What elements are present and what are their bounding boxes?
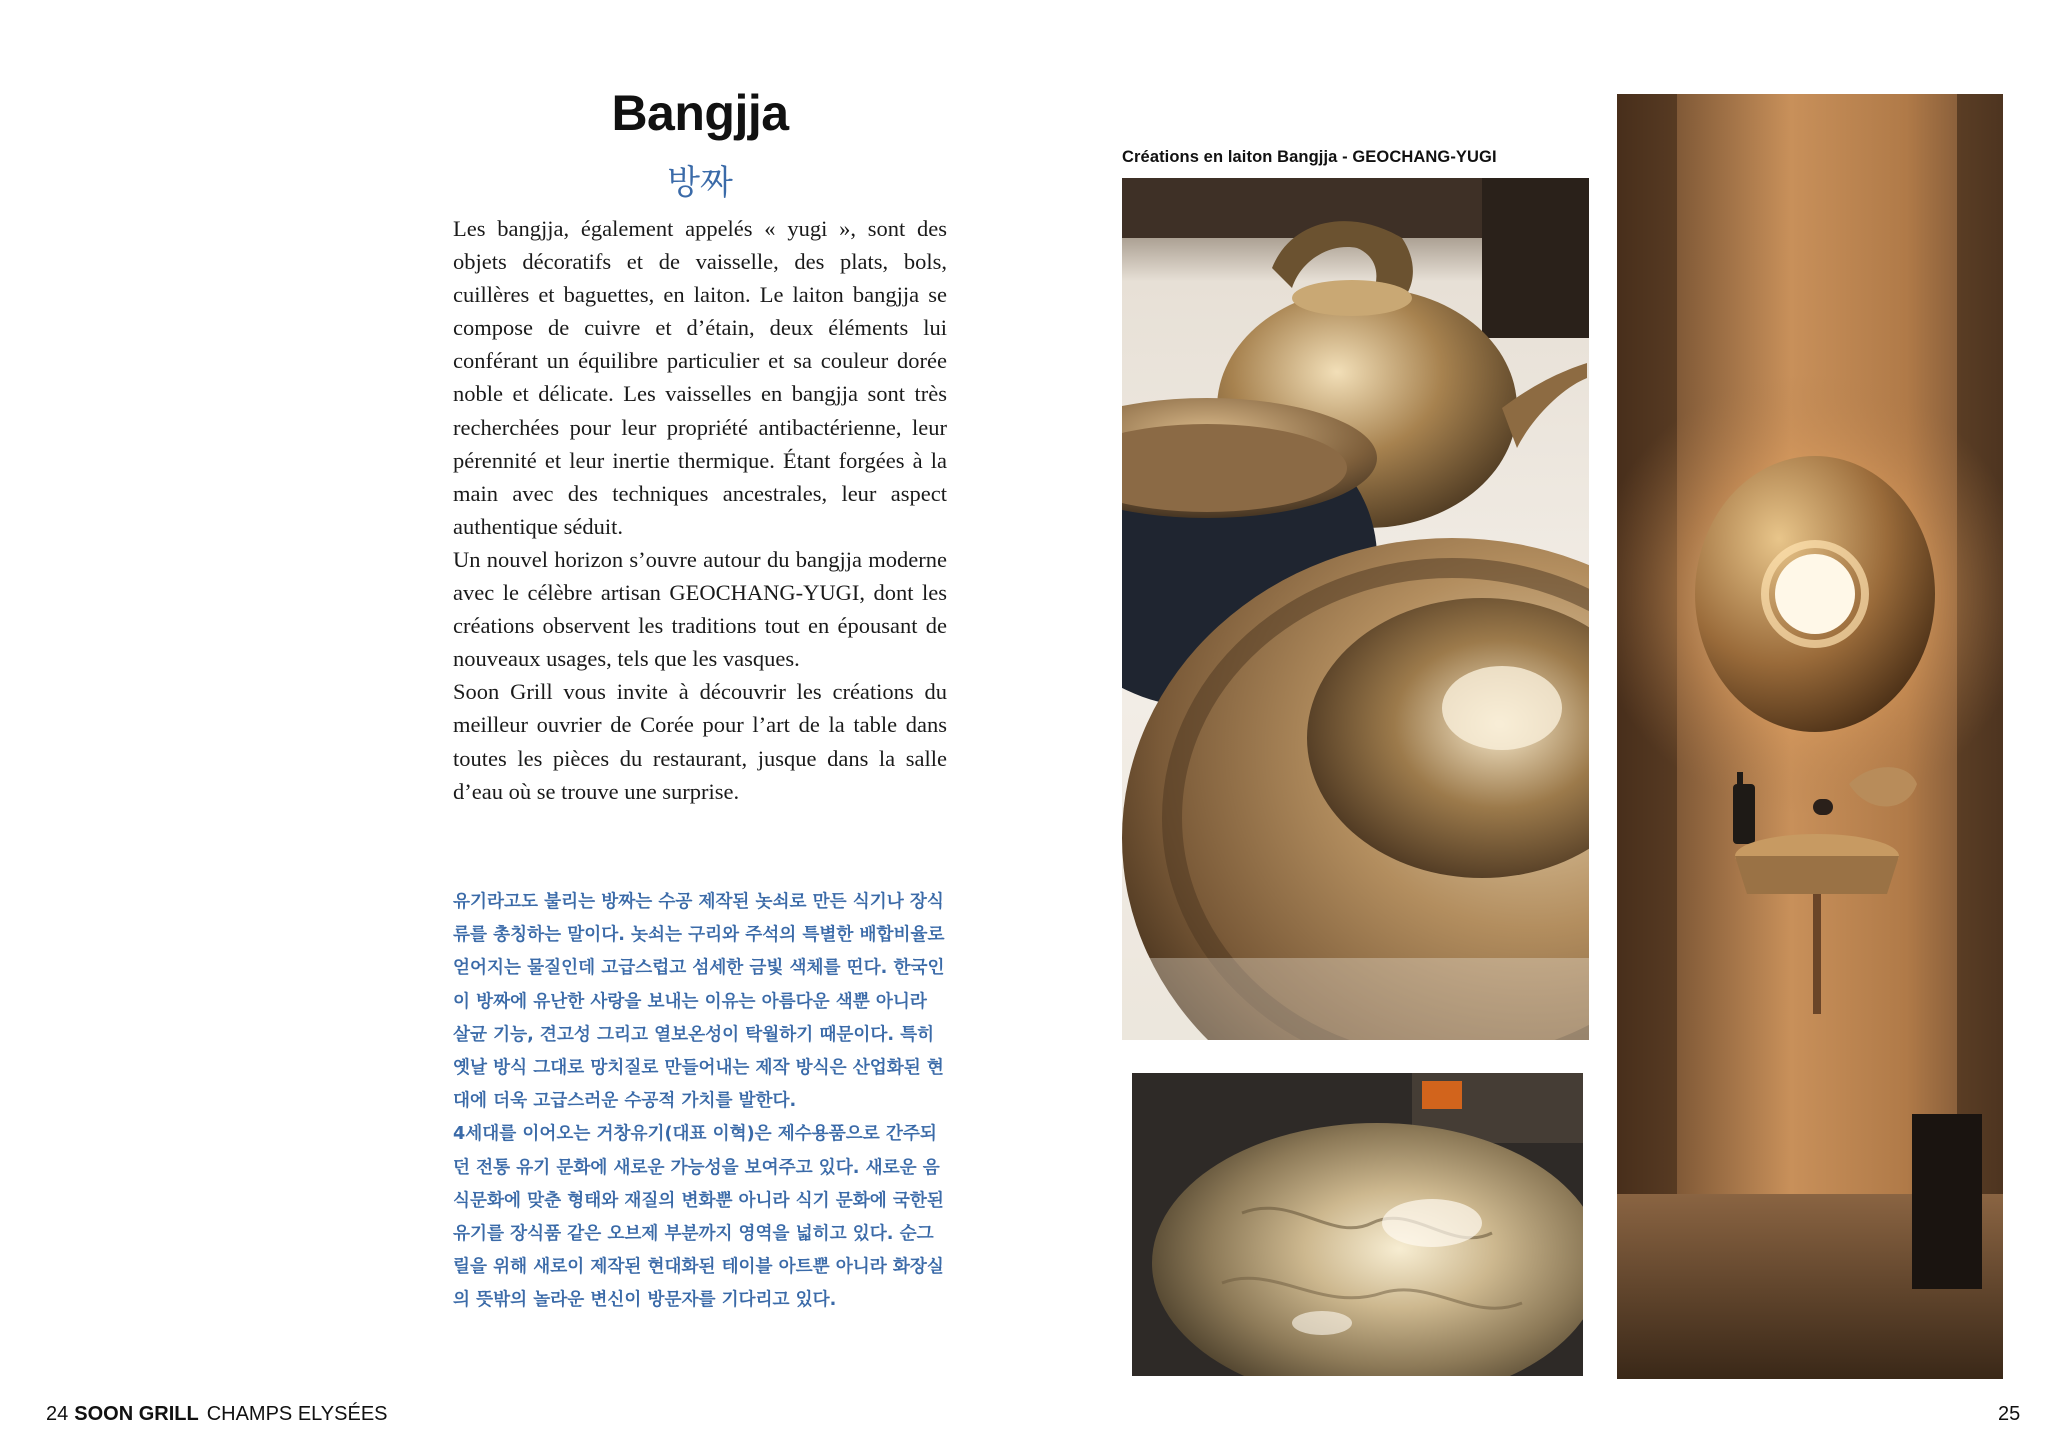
- brassware-photo: [1122, 178, 1589, 1040]
- washroom-photo: [1617, 94, 2003, 1379]
- french-paragraph: Un nouvel horizon s’ouvre autour du bangjja moderne avec le célèbre artisan GEOCHANG-YUGI, dont les créations observent les traditions tout en épousant de nouveaux usages, tels que les vasques.: [453, 546, 947, 672]
- footer-brand: SOON GRILL: [74, 1403, 199, 1425]
- french-article: [453, 212, 947, 808]
- korean-paragraph: 유기라고도 불리는 방짜는 수공 제작된 놋쇠로 만든 식기나 장식류를 총칭하는 말이다. 놋쇠는 구리와 주석의 특별한 배합비율로 얻어지는 물질인데 고급스럽고 섬세한 금빛 색체를 띤다. 한국인이 방짜에 유난한 사랑을 보내는 이유는 아름다운 색뿐 아니라 살균 기능, 견고성 그리고 열보온성이 탁월하기 때문이다. 특히 옛날 방식 그대로 망치질로 만들어내는 제작 방식은 산업화된 현대에 더욱 고급스러운 수공적 가치를 발한다.: [453, 892, 945, 1112]
- left-page-number: 24: [46, 1403, 69, 1425]
- korean-subtitle: 방짜: [667, 163, 733, 203]
- brass-table-photo: [1132, 1073, 1583, 1376]
- right-page-number: 25: [1998, 1403, 2021, 1425]
- page-title: Bangjja: [611, 85, 789, 141]
- footer-location: CHAMPS ELYSÉES: [206, 1403, 388, 1425]
- french-paragraph: Les bangjja, également appelés « yugi », sont des objets décoratifs et de vaisselle, des plats, bols, cuillères et baguettes, en laiton. Le laiton bangjja se compose de cuivre et d’étain, deux éléments lui conférant un équilibre particulier et sa couleur dorée noble et délicate. Les vaisselles en bangjja sont très recherchées pour leur propriété antibactérienne, leur pérennité et leur inertie thermique. Étant forgées à la main avec des techniques ancestrales, leur aspect authentique séduit.: [453, 216, 947, 539]
- footer-left: [46, 1403, 388, 1426]
- french-paragraph: Soon Grill vous invite à découvrir les créations du meilleur ouvrier de Corée pour l’art de la table dans toutes les pièces du restaurant, jusque dans la salle d’eau où se trouve une surprise.: [453, 679, 947, 804]
- korean-paragraph: 4세대를 이어오는 거창유기(대표 이혁)은 제수용품으로 간주되던 전통 유기 문화에 새로운 가능성을 보여주고 있다. 새로운 음식문화에 맞춘 형태와 재질의 변화뿐 아니라 식기 문화에 국한된 유기를 장식품 같은 오브제 부분까지 영역을 넓히고 있다. 순그릴을 위해 새로이 제작된 현대화된 테이블 아트뿐 아니라 화장실의 뜻밖의 놀라운 변신이 방문자를 기다리고 있다.: [453, 1124, 944, 1311]
- korean-article: [453, 886, 947, 1318]
- photo-caption: Créations en laiton Bangjja - GEOCHANG-YUGI: [1122, 148, 1497, 166]
